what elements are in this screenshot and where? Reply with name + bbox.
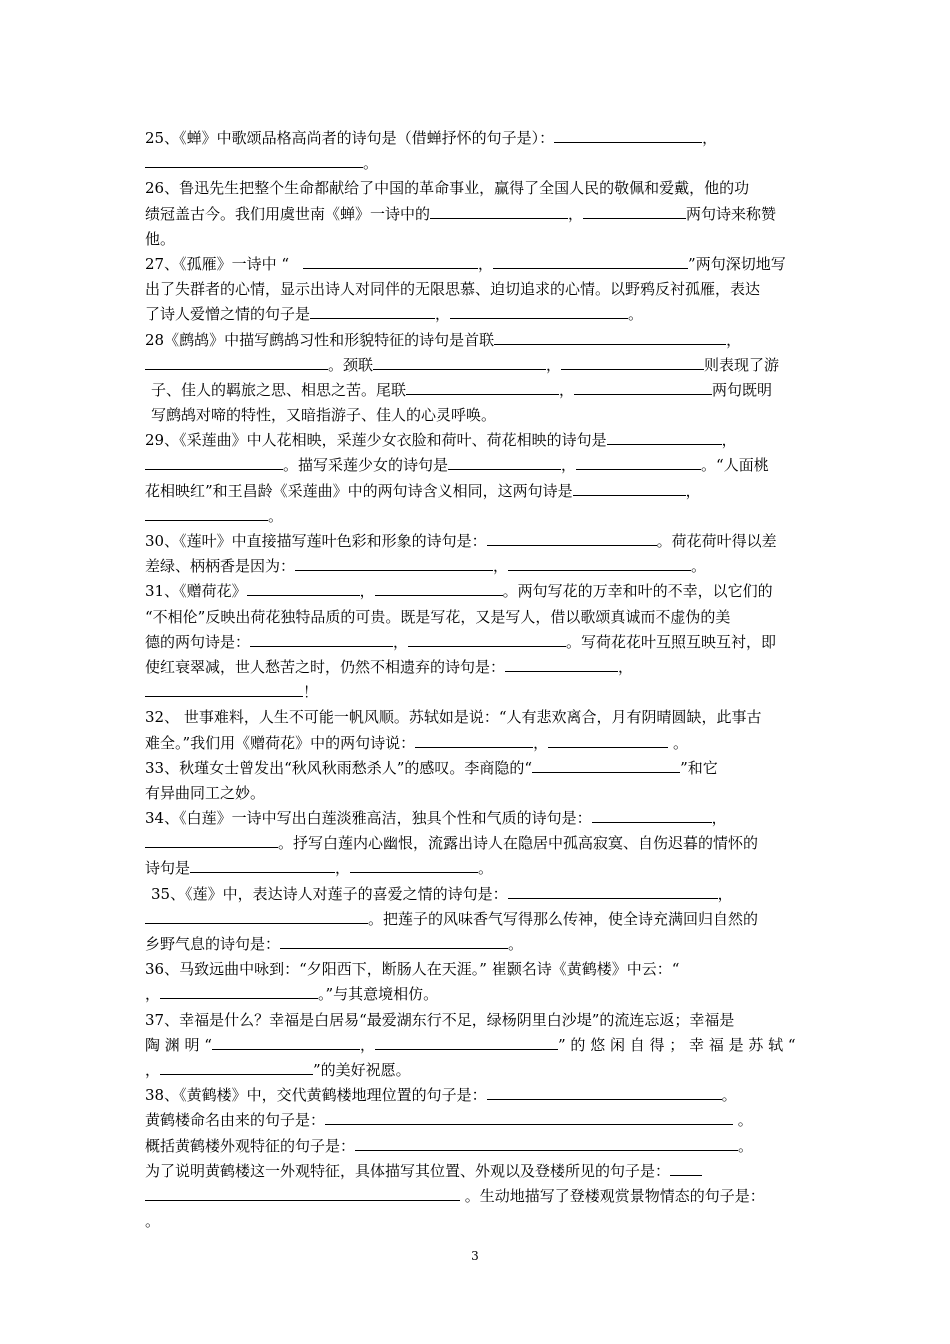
blank — [373, 353, 546, 370]
punct: ， — [435, 305, 451, 324]
q30-line1 — [145, 529, 810, 554]
q27-text: 27、《孤雁》一诗中 “ — [145, 254, 290, 273]
blank — [160, 1058, 313, 1075]
punct: 。 — [738, 1136, 754, 1155]
q29-line3 — [145, 479, 810, 504]
q26-text: 26、鲁迅先生把整个生命都献给了中国的革命事业，赢得了全国人民的敬佩和爱戴，他的功 — [145, 179, 750, 198]
punct: 。 — [268, 506, 284, 525]
q33-line1 — [145, 756, 810, 781]
q26-text: 他。 — [145, 229, 176, 248]
punct: ， — [618, 657, 634, 676]
q30-text: 差绿、柄柄香是因为： — [145, 557, 296, 576]
blank — [508, 554, 691, 571]
page-number: 3 — [471, 1249, 479, 1263]
punct: 。 — [691, 557, 707, 576]
blank — [375, 1033, 558, 1050]
punct: ！ — [303, 683, 319, 702]
blank — [415, 731, 533, 748]
blank — [554, 126, 702, 143]
q28-line4 — [145, 403, 810, 428]
q26-text: 两句诗来称赞 — [686, 204, 777, 223]
blank — [487, 1083, 722, 1100]
q27-line1 — [145, 252, 810, 277]
punct: ， — [533, 733, 549, 752]
blank — [583, 202, 686, 219]
q28-text: 。颈联 — [328, 355, 374, 374]
blank — [561, 353, 704, 370]
q26-line2 — [145, 202, 810, 227]
q35-line1 — [145, 882, 810, 907]
blank — [145, 831, 278, 848]
q35-text: 35、《莲》中，表达诗人对莲子的喜爱之情的诗句是： — [151, 884, 508, 903]
blank — [160, 982, 318, 999]
q38-text: 38、《黄鹤楼》中，交代黄鹤楼地理位置的句子是： — [145, 1086, 487, 1105]
q36-line1 — [145, 957, 810, 982]
punct: ， — [493, 557, 509, 576]
q27-text: ”两句深切地写 — [688, 254, 786, 273]
blank — [430, 202, 568, 219]
q29-line4 — [145, 504, 810, 529]
q26-text: 绩冠盖古今。我们用虞世南《蝉》一诗中的 — [145, 204, 431, 223]
blank — [145, 353, 328, 370]
blank — [190, 856, 335, 873]
q37-text: ” 的 悠 闲 自 得 ； 幸 福 是 苏 轼 “ — [558, 1035, 796, 1054]
punct: ， — [393, 632, 409, 651]
q29-text: 。“人面桃 — [701, 456, 769, 475]
blank — [145, 151, 363, 168]
q35-line2 — [145, 907, 810, 932]
q34-text: 诗句是 — [145, 859, 191, 878]
blank — [355, 1134, 738, 1151]
q38-line6 — [145, 1209, 810, 1234]
blank — [505, 655, 618, 672]
punct: ， — [568, 204, 584, 223]
q38-line3 — [145, 1134, 810, 1159]
blank — [592, 806, 712, 823]
q31-line2 — [145, 605, 810, 630]
q34-line3 — [145, 856, 810, 881]
blank — [487, 529, 657, 546]
punct: 。 — [733, 1111, 753, 1130]
q37-text: 陶 渊 明 “ — [145, 1035, 212, 1054]
punct: ， — [478, 254, 494, 273]
punct: 。 — [628, 305, 644, 324]
q32-line1 — [145, 705, 810, 730]
blank — [408, 630, 566, 647]
q37-text: ”的美好祝愿。 — [313, 1060, 411, 1079]
q35-text: 乡野气息的诗句是： — [145, 935, 281, 953]
q28-line1 — [145, 328, 810, 353]
q31-line5 — [145, 680, 810, 705]
blank — [494, 328, 726, 345]
q31-line4 — [145, 655, 810, 680]
punct: ， — [559, 380, 575, 399]
punct: 。 — [363, 154, 379, 173]
q38-line2 — [145, 1108, 810, 1133]
q34-text: 。抒写白莲内心幽恨，流露出诗人在隐居中孤高寂寞、自伤迟暮的情怀的 — [278, 834, 759, 853]
q35-text: 。把莲子的风味香气写得那么传神，使全诗充满回归自然的 — [368, 909, 759, 928]
q34-line1 — [145, 806, 810, 831]
q26-line3 — [145, 227, 810, 252]
q32-text: 难全。”我们用《赠荷花》中的两句诗说： — [145, 733, 416, 752]
q38-text: 。生动地描写了登楼观赏景物情态的句子是： — [460, 1186, 765, 1205]
q26-line1 — [145, 176, 810, 201]
punct: ， — [685, 481, 701, 500]
blank — [295, 554, 493, 571]
punct: ， — [145, 1060, 161, 1079]
q31-line3 — [145, 630, 810, 655]
q35-line3 — [145, 932, 810, 957]
q29-text: 花相映红”和王昌龄《采莲曲》中的两句诗含义相同，这两句诗是 — [145, 481, 573, 500]
q38-text: 为了说明黄鹤楼这一外观特征，具体描写其位置、外观以及登楼所见的句子是： — [145, 1161, 671, 1180]
q27-text: 了诗人爱憎之情的句子是 — [145, 305, 311, 324]
blank — [508, 882, 718, 899]
q28-text: 写鹧鸪对啼的特性，又暗指游子、佳人的心灵呼唤。 — [151, 406, 497, 425]
blank — [448, 453, 561, 470]
punct: ， — [359, 1035, 375, 1054]
q32-line2 — [145, 731, 810, 756]
q30-text: 。荷花荷叶得以差 — [656, 532, 777, 550]
q27-text: 出了失群者的心情，显示出诗人对同伴的无限思慕、迫切追求的心情。以野鸦反衬孤雁，表达 — [145, 280, 761, 299]
q38-text: 概括黄鹤楼外观特征的句子是： — [145, 1136, 356, 1155]
q31-text: 德的两句诗是： — [145, 632, 251, 651]
blank — [250, 630, 393, 647]
q36-text: 36、马致远曲中咏到：“夕阳西下，断肠人在天涯。” 崔颢名诗《黄鹤楼》中云：“ — [145, 960, 680, 979]
blank — [145, 453, 283, 470]
blank — [670, 1159, 702, 1176]
punct: ， — [546, 355, 562, 374]
punct: 。 — [478, 859, 494, 878]
blank — [145, 1184, 460, 1201]
blank — [450, 302, 628, 319]
punct: 。 — [668, 733, 688, 752]
blank — [247, 579, 360, 596]
punct: ， — [561, 456, 577, 475]
q29-line1 — [145, 428, 810, 453]
q38-text: 黄鹤楼命名由来的句子是： — [145, 1111, 326, 1130]
question-list — [145, 126, 810, 1234]
blank — [574, 378, 712, 395]
q34-text: 34、《白莲》一诗中写出白莲淡雅高洁，独具个性和气质的诗句是： — [145, 809, 592, 828]
blank — [145, 504, 268, 521]
q28-text: 28《鹧鸪》中描写鹧鸪习性和形貌特征的诗句是首联 — [145, 330, 495, 349]
punct: ， — [726, 330, 742, 349]
punct: ， — [711, 809, 727, 828]
blank — [493, 252, 688, 269]
q31-text: 。写荷花花叶互照互映互衬，即 — [566, 632, 777, 651]
q28-line3 — [145, 378, 810, 403]
q29-line2 — [145, 453, 810, 478]
q25-line2 — [145, 151, 810, 176]
blank — [350, 856, 478, 873]
punct: ， — [335, 859, 351, 878]
blank — [576, 453, 701, 470]
q31-line1 — [145, 579, 810, 604]
blank — [212, 1033, 360, 1050]
punct: ， — [702, 129, 718, 147]
q28-text: 则表现了游 — [704, 355, 780, 374]
q33-line2 — [145, 781, 810, 806]
punct: 。 — [721, 1086, 737, 1105]
q33-text: ”和它 — [680, 758, 718, 777]
q27-line3 — [145, 302, 810, 327]
q38-line1 — [145, 1083, 810, 1108]
q37-line3 — [145, 1058, 810, 1083]
q32-text: 32、 世事难料，人生不可能一帆风顺。苏轼如是说：“人有悲欢离合，月有阴晴圆缺，此事古 — [145, 708, 762, 727]
blank — [607, 428, 722, 445]
q27-line2 — [145, 277, 810, 302]
blank — [375, 579, 503, 596]
blank — [325, 1108, 733, 1125]
blank — [573, 479, 686, 496]
q30-text: 30、《莲叶》中直接描写莲叶色彩和形象的诗句是： — [145, 532, 487, 550]
blank — [145, 680, 303, 697]
punct: 。 — [508, 935, 524, 953]
q29-text: 。描写采莲少女的诗句是 — [283, 456, 449, 475]
q36-text: 。”与其意境相仿。 — [318, 985, 439, 1004]
blank — [532, 756, 680, 773]
q29-text: 29、《采莲曲》中人花相映，采莲少女衣脸和荷叶、荷花相映的诗句是 — [145, 431, 607, 450]
punct: ， — [359, 582, 375, 601]
punct: ， — [145, 985, 161, 1004]
punct: 。 — [145, 1212, 161, 1231]
q31-text: “不相伦”反映出荷花独特品质的可贵。既是写花，又是写人，借以歌颂真诚而不虚伪的美 — [145, 607, 731, 626]
q28-text: 子、佳人的羁旅之思、相思之苦。尾联 — [151, 380, 407, 399]
q36-line2 — [145, 982, 810, 1007]
q28-text: 两句既明 — [712, 380, 773, 399]
q38-line5 — [145, 1184, 810, 1209]
q37-line1 — [145, 1008, 810, 1033]
blank — [310, 302, 435, 319]
blank — [406, 378, 559, 395]
punct: ， — [717, 884, 733, 903]
q28-line2 — [145, 353, 810, 378]
q37-text: 37、幸福是什么？幸福是白居易“最爱湖东行不足，绿杨阴里白沙堤”的流连忘返；幸福是 — [145, 1010, 735, 1029]
q31-text: 31、《赠荷花》 — [145, 582, 247, 601]
q34-line2 — [145, 831, 810, 856]
q37-line2 — [145, 1033, 810, 1058]
q25-line1 — [145, 126, 810, 151]
blank — [548, 731, 668, 748]
blank — [145, 907, 368, 924]
q25-text: 25、《蝉》中歌颂品格高尚者的诗句是（借蝉抒怀的句子是）： — [145, 129, 555, 147]
q33-text: 有异曲同工之妙。 — [145, 783, 266, 802]
q33-text: 33、秋瑾女士曾发出“秋风秋雨愁杀人”的感叹。李商隐的“ — [145, 758, 533, 777]
punct: ， — [721, 431, 737, 450]
blank — [280, 932, 508, 949]
q30-line2 — [145, 554, 810, 579]
blank — [303, 252, 478, 269]
q31-text: 使红衰翠减，世人愁苦之时，仍然不相遗弃的诗句是： — [145, 657, 506, 676]
q31-text: 。两句写花的万幸和叶的不幸，以它们的 — [502, 582, 773, 601]
q38-line4 — [145, 1159, 810, 1184]
